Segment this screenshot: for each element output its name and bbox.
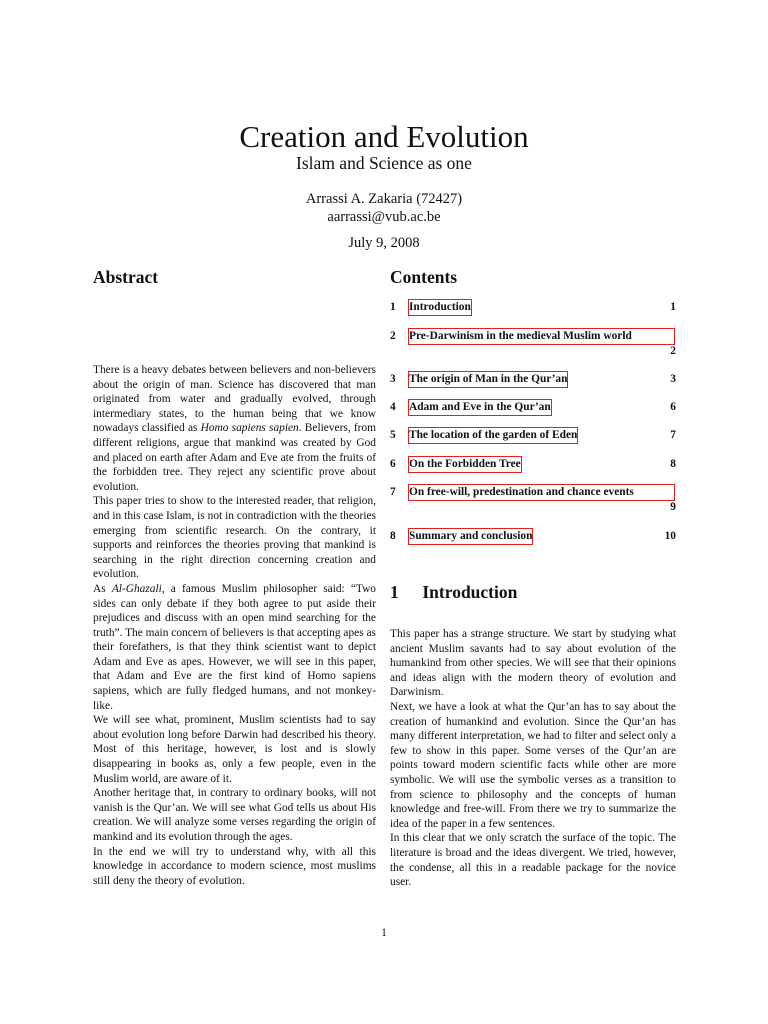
toc-number: 7 — [390, 486, 396, 498]
intro-paragraph-1: This paper has a strange structure. We start by studying what ancient Muslim savants had to say about evolution of the humankind from other species. We will see that their opinions and ideas align with the modern theory of evolution and Darwinism. — [390, 628, 676, 699]
toc-link[interactable]: Introduction — [409, 301, 471, 313]
contents-heading: Contents — [390, 267, 458, 287]
paper-title: Creation and Evolution — [239, 119, 529, 154]
abstract-paragraph-1 — [93, 363, 376, 494]
toc-link[interactable]: Pre-Darwinism in the medieval Muslim world — [409, 329, 674, 344]
italic-term: Homo sapiens sapien — [200, 422, 299, 435]
toc-number: 2 — [390, 330, 396, 342]
intro-paragraph-2: Next, we have a look at what the Qur’an has to say about the creation of humankind and evolution. Since the Qur’an has many different interpretation, we had to filter and select only a few to show in this paper. Some verses of the Qur’an are points toward modern scientific facts while other are more symbolic. We will use the symbolic verses as a transition to from science to philosophy and the concepts of human knowledge and free-will. From there we try to summarize the idea of the paper in a few sentences. — [390, 700, 676, 830]
toc-link[interactable]: On the Forbidden Tree — [409, 458, 521, 470]
abstract-heading: Abstract — [93, 267, 159, 287]
toc-link[interactable]: Summary and conclusion — [409, 530, 533, 542]
abstract-paragraph-6: In the end we will try to understand why, with all this knowledge in accordance to modern science, most muslims still deny the theory of evolution. — [93, 845, 376, 887]
toc-link[interactable]: Adam and Eve in the Qur’an — [409, 401, 551, 413]
abstract-paragraph-4: We will see what, prominent, Muslim scientists had to say about evolution long before Darwin had described his theory. Most of this heritage, however, is lost and is slowly disappearing in books as, only a few people, even in the Muslim world, are aware of it. — [93, 714, 376, 785]
toc-entry[interactable] — [390, 428, 676, 443]
toc-page: 8 — [670, 458, 676, 471]
paper-date: July 9, 2008 — [348, 235, 420, 251]
toc-number: 4 — [390, 401, 396, 413]
italic-term: Al-Ghazali — [111, 582, 162, 595]
toc-page: 7 — [670, 429, 676, 442]
toc-number: 8 — [390, 530, 396, 542]
abstract-paragraph-3: As Al-Ghazali, a famous Muslim philosopher said: “Two sides can only debate if they both agree to put aside their prejudices and discuss with an open mind searching for the truth”. The main concern of believers is that accepting apes as their forefathers, is that they think scientist want to depict Adam and Eve as apes. However, we will see in this paper, that Adam and Eve are the first kind of Homo sapiens sapiens, which are fully fledged humans, and not monkey-like. — [93, 582, 376, 712]
introduction-body — [390, 627, 676, 890]
toc-entry[interactable] — [390, 400, 676, 415]
toc-page: 10 — [664, 530, 676, 543]
abstract-paragraph-5: Another heritage that, in contrary to ordinary books, will not vanish is the Qur’an. We will see what God tells us about His creation. We will analyze some verses regarding the origin of mankind and its evolution through the ages. — [93, 787, 376, 843]
toc-number: 3 — [390, 373, 396, 385]
abstract-body — [93, 363, 376, 888]
toc-number: 5 — [390, 429, 396, 441]
section-title: Introduction — [422, 582, 518, 602]
toc-number: 6 — [390, 458, 396, 470]
toc-entry[interactable] — [390, 529, 676, 544]
section-heading-introduction — [390, 582, 517, 603]
toc-entry[interactable] — [390, 300, 676, 315]
page-number: 1 — [381, 927, 387, 939]
toc-entry[interactable] — [390, 457, 676, 472]
intro-paragraph-3: In this clear that we only scratch the surface of the topic. The literature is broad and the ideas divergent. We tried, however, the condense, all this in a readable package for the novice user. — [390, 832, 676, 889]
abstract-paragraph-2: This paper tries to show to the interested reader, that religion, and in this case Islam, is not in contradiction with the theories emerging from scientific research. On the contrary, it supports and reinforces the theories proving that mankind is searching in the right direction concerning creation and evolution. — [93, 495, 376, 581]
toc-page: 1 — [670, 301, 676, 314]
toc-page: 2 — [670, 345, 676, 358]
toc-entry[interactable] — [390, 372, 676, 387]
toc-link[interactable]: The origin of Man in the Qur’an — [409, 373, 568, 385]
toc-link[interactable]: The location of the garden of Eden — [409, 429, 578, 441]
paper-subtitle: Islam and Science as one — [296, 153, 472, 173]
abstract-p1-text: There is a heavy debates between believers and non-believers about the origin of man. Science has discovered that man originated from water and gradually evolved, through intermediary states, to the human being that we know nowadays classified as Homo sapiens sapien. Believers, from different religions, argue that mankind was created by God and placed on earth after Adam and Eve ate from the fruits of the forbidden tree. They reject any scientific prove about evolution. — [93, 364, 376, 493]
section-number: 1 — [390, 582, 399, 602]
toc-page: 3 — [670, 373, 676, 386]
toc-page: 9 — [670, 501, 676, 514]
toc-entry[interactable] — [390, 329, 676, 359]
author-name: Arrassi A. Zakaria (72427) — [305, 191, 463, 207]
author-email: aarrassi@vub.ac.be — [327, 209, 441, 225]
toc-number: 1 — [390, 301, 396, 313]
author-block — [0, 190, 768, 226]
toc-link[interactable]: On free-will, predestination and chance events — [409, 485, 674, 500]
toc-entry[interactable] — [390, 485, 676, 515]
toc-page: 6 — [670, 401, 676, 414]
